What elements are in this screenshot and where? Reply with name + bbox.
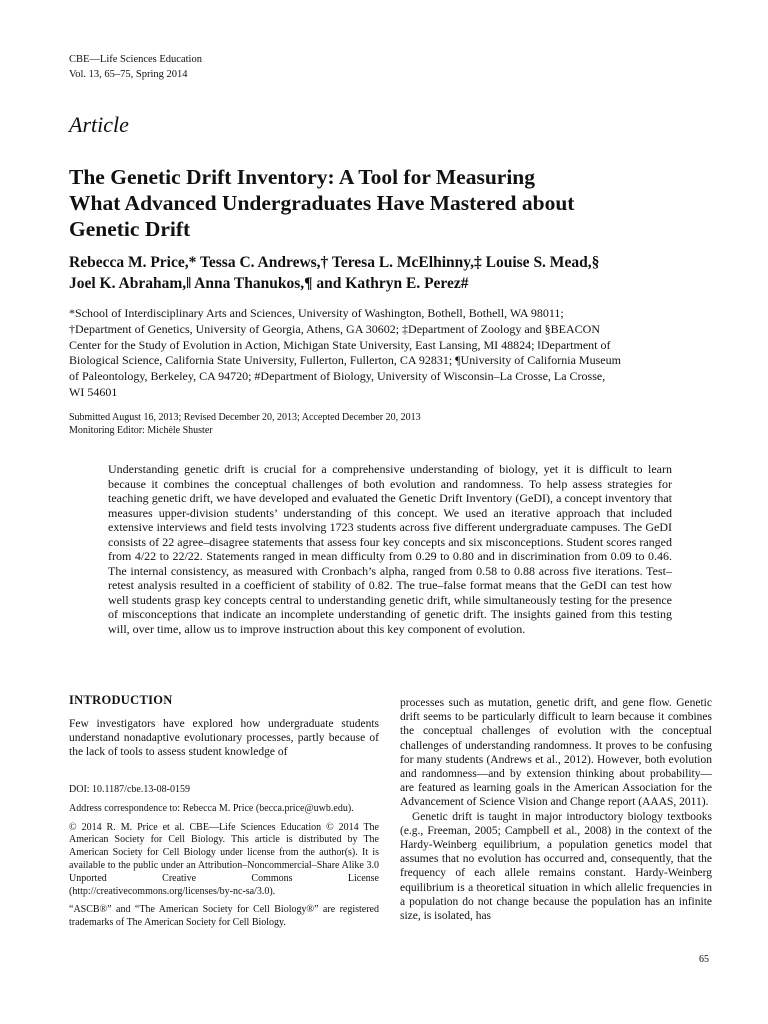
front-matter-notes (69, 784, 379, 936)
author-line: Rebecca M. Price,* Tessa C. Andrews,† Teresa L. McElhinny,‡ Louise S. Mead,§ (69, 254, 600, 271)
affiliation-line: Biological Science, California State University, Fullerton, Fullerton, CA 92831; ¶University of California Museum (69, 353, 621, 368)
section-label: Article (69, 112, 129, 137)
article-title (69, 164, 709, 242)
intro-paragraph: processes such as mutation, genetic drift, and gene flow. Genetic drift seems to be particularly difficult to learn because it combines the conceptual challenges of evolution with the conceptual challenges of understanding randomness. It proves to be confusing for many students (Andrews et al., 2012). However, both evolution and randomness—and by extension thinking about probability—are featured as learning goals in the American Association for the Advancement of Science Vision and Change report (AAAS, 2011). (400, 697, 712, 809)
journal-volume: Vol. 13, 65–75, Spring 2014 (69, 69, 188, 80)
intro-left-text: Few investigators have explored how undergraduate students understand nonadaptive evolutionary processes, partly because of the lack of tools to assess student knowledge of (69, 718, 379, 759)
right-column (400, 696, 712, 923)
title-line: What Advanced Undergraduates Have Mastered about (69, 191, 575, 215)
affiliation-line: WI 54601 (69, 384, 118, 399)
correspondence: Address correspondence to: Rebecca M. Price (becca.price@uwb.edu). (69, 802, 354, 814)
affiliation-line: Center for the Study of Evolution in Action, Michigan State University, East Lansing, MI 48824; ‖Department of (69, 337, 611, 352)
abstract: Understanding genetic drift is crucial for a comprehensive understanding of biology, yet it is difficult to learn because it combines the conceptual challenges of both evolution and randomness. To help assess strategies for teaching genetic drift, we have developed and evaluated the Genetic Drift Inventory (GeDI), a concept inventory that measures upper-division students’ understanding of this concept. We used an iterative approach that included extensive interviews and field tests involving 1723 students across five different undergraduate campuses. The GeDI consists of 22 agree–disagree statements that assess four key concepts and six misconceptions. Student scores ranged from 4/22 to 22/22. Statements ranged in mean difficulty from 0.29 to 0.80 and in discrimination from 0.09 to 0.46. The internal consistency, as measured with Cronbach’s alpha, ranged from 0.58 to 0.88 across five iterations. Test–retest analysis resulted in a coefficient of stability of 0.82. The true–false format means that the GeDI can test how well students grasp key concepts central to understanding genetic drift, while simultaneously testing for the presence of misconceptions that indicate an incomplete understanding of genetic drift. The insights gained from this testing will, over time, allow us to improve instruction about this key component of evolution. (108, 462, 672, 636)
author-list (69, 252, 709, 294)
intro-heading: INTRODUCTION (69, 693, 173, 707)
submission-dates: Submitted August 16, 2013; Revised December 20, 2013; Accepted December 20, 2013 (69, 412, 421, 423)
affiliation-line: †Department of Genetics, University of Georgia, Athens, GA 30602; ‡Department of Zoology and §BEACON (69, 321, 601, 336)
page-number: 65 (699, 954, 709, 965)
author-line: Joel K. Abraham,‖ Anna Thanukos,¶ and Kathryn E. Perez# (69, 275, 469, 292)
trademark-notice: “ASCB®” and “The American Society for Cell Biology®” are registered trademarks of The American Society for Cell Biology. (69, 904, 379, 929)
copyright-notice: © 2014 R. M. Price et al. CBE—Life Sciences Education © 2014 The American Society for Cell Biology. This article is distributed by The American Society for Cell Biology under license from the author(s). It is available to the public under an Attribution–Noncommercial–Share Alike 3.0 Unported Creative Commons License (http://creativecommons.org/licenses/by-nc-sa/3.0). (69, 821, 379, 897)
monitoring-editor: Monitoring Editor: Michèle Shuster (69, 425, 213, 436)
journal-header (69, 52, 202, 82)
doi: DOI: 10.1187/cbe.13-08-0159 (69, 784, 190, 795)
title-line: Genetic Drift (69, 217, 191, 241)
title-line: The Genetic Drift Inventory: A Tool for Measuring (69, 165, 536, 189)
affiliation-line: of Paleontology, Berkeley, CA 94720; #Department of Biology, University of Wisconsin–La Crosse, La Crosse, (69, 369, 606, 384)
affiliation-line: *School of Interdisciplinary Arts and Sciences, University of Washington, Bothell, Bothell, WA 98011; (69, 306, 564, 320)
submission-info (69, 411, 421, 437)
journal-name: CBE—Life Sciences Education (69, 54, 202, 65)
intro-paragraph: Genetic drift is taught in major introductory biology textbooks (e.g., Freeman, 2005; Campbell et al., 2008) in the context of the Hardy-Weinberg equilibrium, a population genetics model that assumes that no evolution has occurred and, consequently, that the frequency of each allele remains constant. Hardy-Weinberg equilibrium is a theoretical situation in which allelic frequencies in a population do not change because the population has an infinite size, is isolated, has (400, 810, 712, 923)
affiliations (69, 306, 709, 401)
left-column (69, 693, 379, 760)
